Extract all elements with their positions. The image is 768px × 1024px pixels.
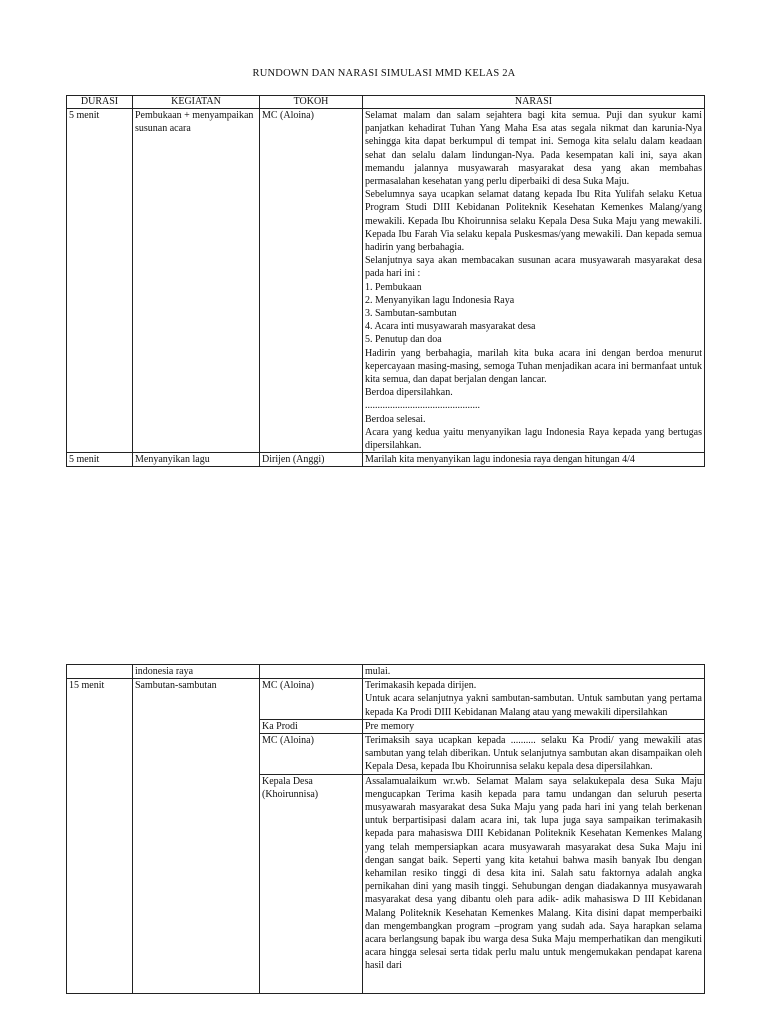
tokoh-cell: Dirijen (Anggi) (260, 453, 363, 467)
durasi-cell: 5 menit (67, 109, 133, 453)
narasi-cell: Terimaksih saya ucapkan kepada .......... selaku Ka Prodi/ yang mewakili atas sambutan yang telah diberikan. Untuk selanjutnya sambutan akan disampaikan oleh Kepala Desa, kepada Ibu Khoirunnisa selaku kepala desa dipersilahkan. (363, 734, 705, 775)
durasi-cell (67, 665, 133, 679)
rundown-table-page-1 (66, 95, 705, 467)
document-title: RUNDOWN DAN NARASI SIMULASI MMD KELAS 2A (252, 68, 516, 79)
narasi-cell (363, 453, 705, 467)
header-tokoh: TOKOH (260, 96, 363, 109)
table-header-row (67, 96, 705, 109)
agenda-item: 4. Acara inti musyawarah masyarakat desa (365, 321, 536, 333)
agenda-item: 3. Sambutan-sambutan (365, 308, 457, 320)
narasi-paragraph: Untuk acara selanjutnya yakni sambutan-sambutan. Untuk sambutan yang pertama kepada Ka Prodi DIII Kebidanan Malang atau yang mewakili dipersilahkan (365, 693, 702, 718)
narasi-text: Marilah kita menyanyikan lagu indonesia raya dengan hitungan 4/4 (365, 454, 635, 466)
table-row (67, 679, 705, 720)
narasi-cell (363, 774, 705, 993)
narasi-paragraph: Selamat malam dan salam sejahtera bagi kita semua. Puji dan syukur kami panjatkan kehadirat Tuhan Yang Maha Esa atas segala nikmat dan karunia-Nya sehingga kita dapat berkumpul di tempat ini. Semoga kita selalu dalam keadaan sehat dan selalu dalam lindungan-Nya. Pada kesempatan kali ini, saya akan memandu jalannya musyawarah masyarakat desa yang akan membahas permasalahan kesehatan yang perlu diperbaiki di desa Suka Maju. (365, 110, 702, 188)
kegiatan-cell: Menyanyikan lagu (133, 453, 260, 467)
agenda-item: 2. Menyanyikan lagu Indonesia Raya (365, 294, 515, 306)
table-row (67, 665, 705, 679)
narasi-cell (363, 109, 705, 453)
kegiatan-cell: Sambutan-sambutan (133, 679, 260, 993)
agenda-item: 1. Pembukaan (365, 281, 422, 293)
rundown-table-page-2 (66, 664, 705, 994)
durasi-cell: 15 menit (67, 679, 133, 993)
table-row (67, 453, 705, 467)
header-durasi: DURASI (67, 96, 133, 109)
header-kegiatan: KEGIATAN (133, 96, 260, 109)
dotted-placeholder: .............................................. (365, 400, 480, 412)
table-row (67, 109, 705, 453)
narasi-text: Assalamualaikum wr.wb. Selamat Malam saya selakukepala desa Suka Maju mengucapkan Terima kasih kepada para tamu undangan dan seluruh peserta musyawarah masyarakat desa Suka Maju yang pada hari ini yang telah berkenan untuk berpartisipasi dalam acara ini, tak lupa juga saya sampaikan terimakasih kepada para mahasiswa DIII Kebidanan Politeknik Kesehatan Kemenkes Malang yang telah mempersiapkan acara musyawarah masyarakat desa Suka Maju ini dengan sangat baik. Seperti yang kita ketahui bahwa masih banyak Ibu dengan kehamilan resiko tinggi di desa kita ini. Salah satu faktornya adalah angka pernikahan dini yang masih tinggi. Sehubungan dengan diadakannya musyawarah masyarakat desa yang dibantu oleh para adik- adik mahasiswa D III Kebidanan Malang Politeknik Kesehatan Kemenkes Malang. Kita disini dapat memperbaiki dan mengembangkan program –program yang sudah ada. Saya harapkan selama acara berlangsung bapak ibu warga desa Suka Maju memperhatikan dan mengikuti acara hingga selesai serta tidak perlu malu untuk mengemukakan pendapat karena hasil dari (365, 775, 702, 972)
tokoh-cell (260, 665, 363, 679)
tokoh-cell: MC (Aloina) (260, 734, 363, 775)
narasi-paragraph: Sebelumnya saya ucapkan selamat datang kepada Ibu Rita Yulifah selaku Ketua Program Studi DIII Kebidanan Politeknik Kesehatan Kemenkes Malang/yang mewakili. Kepada Ibu Khoirunnisa selaku Kepala Desa Suka Maju yang mewakili. Kepada Ibu Farah Via selaku kepala Puskesmas/yang mewakili. Dan kepada semua hadirin yang berbahagia. (365, 189, 702, 254)
header-narasi: NARASI (363, 96, 705, 109)
narasi-paragraph: Terimakasih kepada dirijen. (365, 680, 477, 692)
tokoh-cell: MC (Aloina) (260, 679, 363, 720)
narasi-paragraph: Hadirin yang berbahagia, marilah kita buka acara ini dengan berdoa menurut kepercayaan masing-masing, semoga Tuhan menjadikan acara ini bermanfaat untuk kita semua, dan dapat berjalan dengan lancar. (365, 347, 702, 386)
narasi-cell (363, 679, 705, 720)
narasi-cell: Pre memory (363, 719, 705, 733)
narasi-paragraph: Berdoa selesai. (365, 413, 426, 425)
kegiatan-cell: indonesia raya (133, 665, 260, 679)
narasi-paragraph: Acara yang kedua yaitu menyanyikan lagu Indonesia Raya kepada yang bertugas dipersilahkan. (365, 426, 702, 452)
tokoh-cell: Kepala Desa (Khoirunnisa) (260, 774, 363, 993)
kegiatan-cell: Pembukaan + menyampaikan susunan acara (133, 109, 260, 453)
tokoh-cell: Ka Prodi (260, 719, 363, 733)
durasi-cell: 5 menit (67, 453, 133, 467)
tokoh-cell: MC (Aloina) (260, 109, 363, 453)
narasi-cell: mulai. (363, 665, 705, 679)
narasi-paragraph: Selanjutnya saya akan membacakan susunan acara musyawarah masyarakat desa pada hari ini : (365, 255, 702, 280)
agenda-item: 5. Penutup dan doa (365, 334, 442, 346)
narasi-paragraph: Berdoa dipersilahkan. (365, 387, 453, 399)
